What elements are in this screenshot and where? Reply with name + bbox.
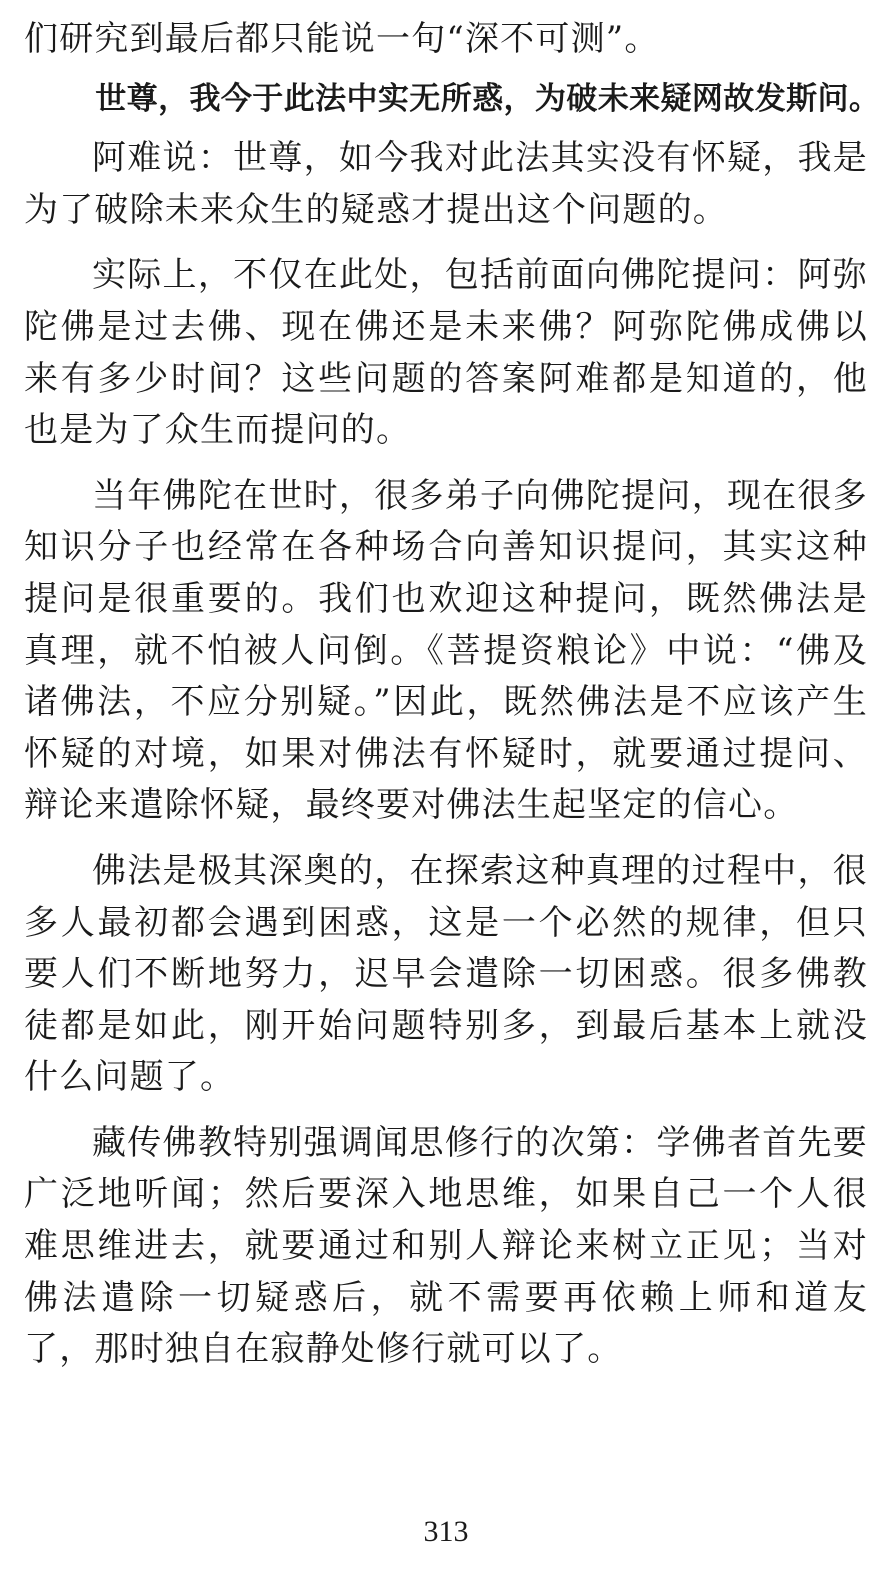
line: 本上就没什么问题了。 <box>24 1005 868 1098</box>
line: 们研究到最后都只能说一句“深不可测”。 <box>24 19 660 59</box>
line: 道的，他也是为了众生而提问的。 <box>24 358 868 451</box>
line: 佛法是不应该产生怀疑的对境，如果对佛法有怀疑 <box>24 682 868 774</box>
line: 多佛教徒都是如此，刚开始问题特别多，到最后基 <box>24 954 868 1046</box>
page-body <box>24 14 881 1376</box>
line: 见；当对佛法遣除一切疑惑后，就不需要再依赖上 <box>24 1226 868 1318</box>
line: 世尊，我今于此法中实无所惑，为破未来疑网故发斯问。 <box>95 80 881 117</box>
line: 很多人最初都会遇到困惑，这是一个必然的规律， <box>24 850 868 943</box>
line: 实这种提问是很重要的。我们也欢迎这种提问，既 <box>24 527 868 619</box>
line: 个人很难思维进去，就要通过和别人辩论来树立正 <box>24 1174 868 1267</box>
line: 成佛以来有多少时间？这些问题的答案阿难都是知 <box>24 306 868 399</box>
line: 藏传佛教特别强调闻思修行的次第：学佛者首 <box>92 1122 798 1163</box>
page-number: 313 <box>423 1515 469 1548</box>
paragraph-disciples <box>24 471 868 832</box>
line: 我是为了破除未来众生的疑惑才提出这个问题的。 <box>24 138 869 230</box>
paragraph-profound <box>24 846 868 1104</box>
line: 先要广泛地听闻；然后要深入地思维，如果自己一 <box>24 1122 869 1215</box>
line: 当年佛陀在世时，很多弟子向佛陀提问，现在 <box>92 475 798 516</box>
paragraph-ananda <box>24 133 868 236</box>
paragraph-tibetan <box>24 1118 868 1376</box>
line: 佛法是极其深奥的，在探索这种真理的过程中， <box>92 850 833 891</box>
line: 法生起坚定的信心。 <box>481 785 799 826</box>
paragraph-in-fact <box>24 250 868 456</box>
line: 阿弥陀佛是过去佛、现在佛还是未来佛？阿弥陀佛 <box>24 255 869 347</box>
line: 时，就要通过提问、辩论来遣除怀疑，最终要对佛 <box>24 733 868 826</box>
line: 但只要人们不断地努力，迟早会遣除一切困惑。很 <box>24 902 868 995</box>
line: 师和道友了，那时独自在寂静处修行就可以了。 <box>24 1277 868 1370</box>
line: 阿难说：世尊，如今我对此法其实没有怀疑， <box>92 138 798 179</box>
line: 很多知识分子也经常在各种场合向善知识提问，其 <box>24 475 869 568</box>
paragraph-continuation <box>24 14 868 66</box>
line: 实际上，不仅在此处，包括前面向佛陀提问： <box>92 255 798 296</box>
sutra-quote <box>24 74 881 126</box>
line: 中说：“佛及诸佛法，不应分别疑。”因此，既然 <box>24 630 868 723</box>
line: 然佛法是真理，就不怕被人问倒。《菩提资粮论》 <box>24 578 868 671</box>
